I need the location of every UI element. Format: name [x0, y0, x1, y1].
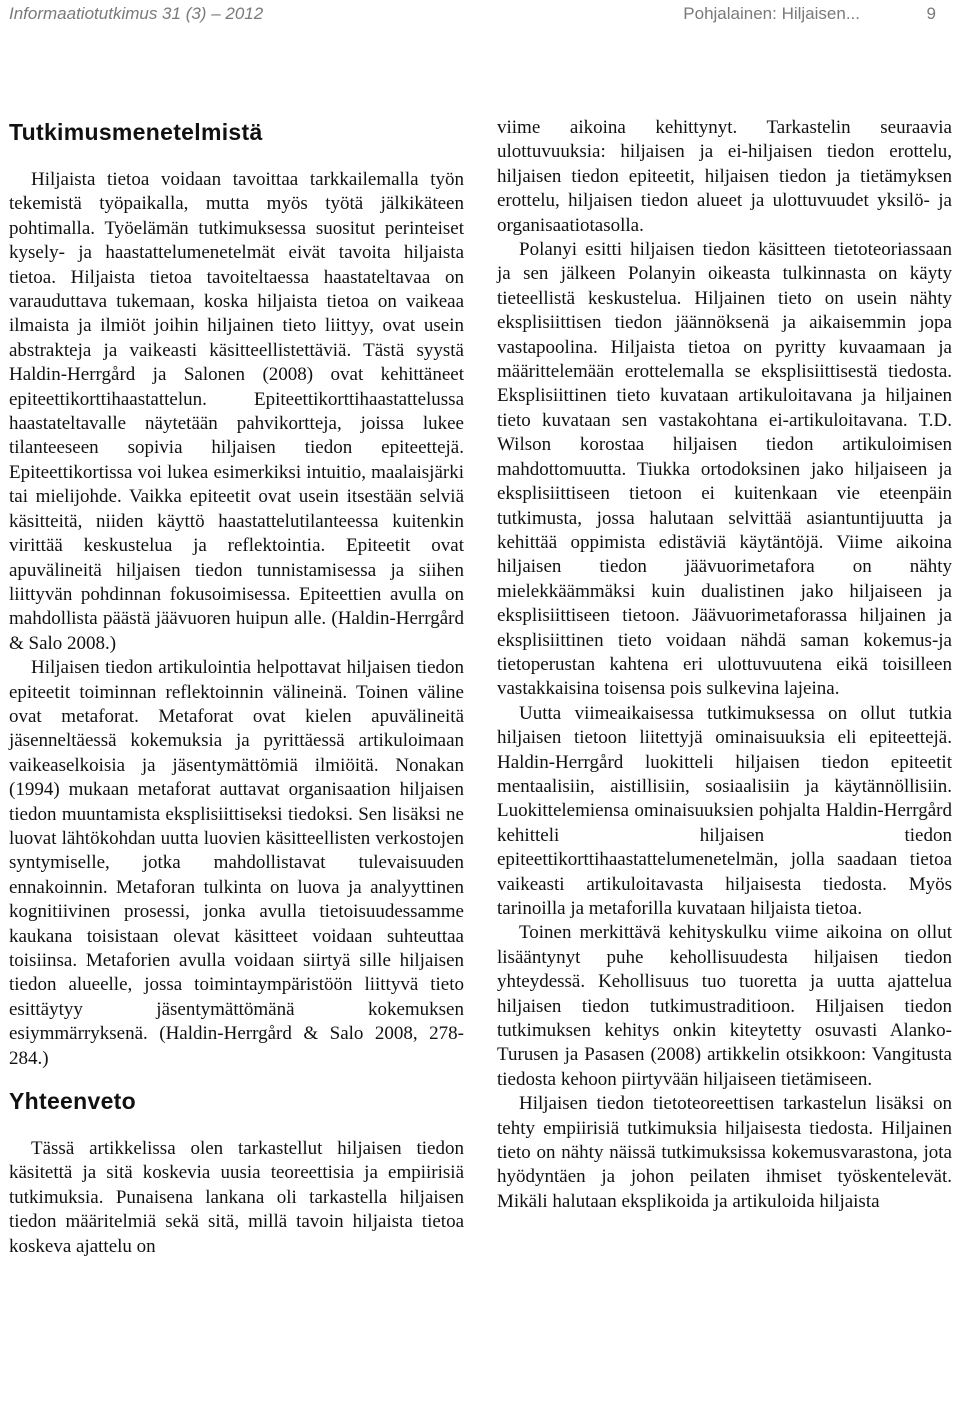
left-column — [9, 114, 464, 1259]
paragraph: viime aikoina kehittynyt. Tarkastelin seuraavia ulottuvuuksia: hiljaisen ja ei-hiljaisen tiedon erottelu, hiljaisen tiedon epiteetit, hiljaisen tiedon ja tietämyksen erottelu, hiljaisen tiedon alueet ja ulottuvuudet yksilö- ja organisaatiotasolla. — [497, 117, 952, 236]
article-running-title: Pohjalainen: Hiljaisen... — [683, 4, 860, 23]
paragraph: Hiljaisen tiedon tietoteoreettisen tarkastelun lisäksi on tehty empiirisiä tutkimuksia hiljaisesta tiedosta. Hiljainen tieto on nähty näissä tutkimuksissa kokemusvarastona, jota hyödyntäen ja johon peilaten ihmiset työskentelevät. Mikäli halutaan eksplikoida ja artikuloida hiljaista — [497, 1093, 952, 1212]
paragraph: Hiljaista tietoa voidaan tavoittaa tarkkailemalla työn tekemistä työpaikalla, mutta myös työtä jälkikäteen pohtimalla. Työelämän tutkimuksessa suositut perinteiset kysely- ja haastattelumenetelmät eivät tavoita hiljaista tietoa. Hiljaista tietoa tavoiteltaessa haastateltavaa on varauduttava tukemaan, koska hiljaista tietoa on vaikeaa ilmaista ja ilmiöt joihin hiljainen tieto liittyy, ovat usein abstrakteja ja vaikeasti käsitteellistettäviä. Tästä syystä Haldin-Herrgård ja Salonen (2008) ovat kehittäneet epiteettikorttihaastattelun. Epiteettikorttihaastattelussa haastateltavalle näytetään pahvikortteja, joissa lukee tilanteeseen sopivia hiljaisen tiedon epiteettejä. Epiteettikortissa voi lukea esimerkiksi intuitio, maalaisjärki tai mielijohde. Vaikka epiteetit ovat usein itsestään selviä käsitteitä, niiden käyttö haastattelutilanteessa kuitenkin virittää keskustelua ja reflektointia. Epiteetit ovat apuvälineitä hiljaisen tiedon tunnistamisessa ja siihen liittyvän pohdinnan fokusoimisessa. Epiteettien avulla on mahdollista päästä jäävuoren huipun alle. (Haldin-Herrgård & Salo 2008.) — [9, 169, 464, 654]
page-header — [0, 0, 960, 40]
paragraph: Hiljaisen tiedon artikulointia helpottavat hiljaisen tiedon epiteetit toiminnan reflektoinnin välineinä. Toinen väline ovat metaforat. Metaforat ovat kielen apuvälineitä jäsenneltäessä kokemuksia ja pyrittäessä artikuloimaan vaikeaselkoisia ja jäsentymättömiä ilmiöitä. Nonakan (1994) mukaan metaforat auttavat organisaation hiljaisen tiedon muuntamista eksplisiittiseksi tiedoksi. Sen lisäksi ne luovat lähtökohdan uutta luovien käsitteellisten verkostojen syntymiselle, jotka mahdollistavat tulevaisuuden ennakoinnin. Metaforan tulkinta on luova ja analyyttinen kognitiivinen prosessi, jonka avulla tietoisuudessamme kaukana toisistaan olevat käsitteet voidaan suhteuttaa toisiinsa. Metaforien avulla voidaan siirtyä sille hiljaisen tiedon alueelle, jossa toimintaympäristöön liittyvä tieto esittäytyy jäsentymättömänä kokemuksen esiymmärryksenä. (Haldin-Herrgård & Salo 2008, 278-284.) — [9, 657, 464, 1069]
paragraph: Tässä artikkelissa olen tarkastellut hiljaisen tiedon käsitettä ja sitä koskevia uusia teoreettisia ja empiirisiä tutkimuksia. Punaisena lankana oli tarkastella hiljaisen tiedon määritelmiä sekä sitä, millä tavoin hiljaista tietoa koskeva ajattelu on — [9, 1138, 464, 1257]
section-heading-methods: Tutkimusmenetelmistä — [9, 119, 263, 145]
paragraph: Uutta viimeaikaisessa tutkimuksessa on ollut tutkia hiljaisen tietoon liitettyjä ominaisuuksia eli epiteettejä. Haldin-Herrgård luokitteli hiljaisen tiedon epiteetit mentaalisiin, aistillisiin, sosiaalisiin ja käytännöllisiin. Luokittelemiensa ominaisuuksien pohjalta Haldin-Herrgård kehitteli hiljaisen tiedon epiteettikorttihaastattelumenetelmän, jolla saadaan tietoa vaikeasti artikuloitavasta hiljaisesta tiedosta. Myös tarinoilla ja metaforilla kuvataan hiljaista tietoa. — [497, 702, 952, 919]
right-column — [497, 116, 952, 1214]
paragraph: Toinen merkittävä kehityskulku viime aikoina on ollut lisääntynyt puhe kehollisuudesta hiljaisen tiedon yhteydessä. Kehollisuus tuo tuoretta ja uutta ajattelua hiljaisen tiedon tutkimustraditioon. Hiljaisen tiedon tutkimuksen kehitys onkin kiteytetty osuvasti Alanko-Turusen ja Pasasen (2008) artikkelin otsikkoon: Vangitusta tiedosta kehoon piirtyvään hiljaiseen tietämiseen. — [497, 922, 952, 1090]
paragraph: Polanyi esitti hiljaisen tiedon käsitteen tietoteoriassaan ja sen jälkeen Polanyin oikeasta tulkinnasta on käyty tieteellistä keskustelua. Hiljainen tieto on usein nähty eksplisiittisen tiedon jäännöksenä ja aikaisemmin jopa vastapoolina. Hiljaista tietoa on pyritty kuvaamaan ja määrittelemään erottelemalla se eksplisiittisestä tiedosta. Eksplisiittinen tieto kuvataan artikuloitavana ja hiljainen tieto kuvataan sen vastakohtana ei-artikuloitavana. T.D. Wilson korostaa hiljaisen tiedon artikuloimisen mahdottomuutta. Tiukka ortodoksinen jako hiljaiseen ja eksplisiittiseen tietoon ei kuitenkaan vie eteenpäin tutkimusta, jossa halutaan selvittää asiantuntijuutta ja kehittää oppimista edistäviä käytäntöjä. Viime aikoina hiljaisen tiedon jäävuorimetafora on nähty mielekkäämmäksi kuin dualistinen jako hiljaiseen ja eksplisiittiseen tietoon. Jäävuorimetaforassa hiljainen ja eksplisiittinen tieto voidaan nähdä saman kokemus-ja tietoperustan kahtena eri ulottuvuutena eikä toisilleen vastakkaisina toisensa pois sulkevina lajeina. — [497, 239, 952, 700]
journal-citation: Informaatiotutkimus 31 (3) – 2012 — [9, 4, 264, 23]
page-number: 9 — [926, 4, 936, 23]
section-heading-summary: Yhteenveto — [9, 1088, 136, 1115]
